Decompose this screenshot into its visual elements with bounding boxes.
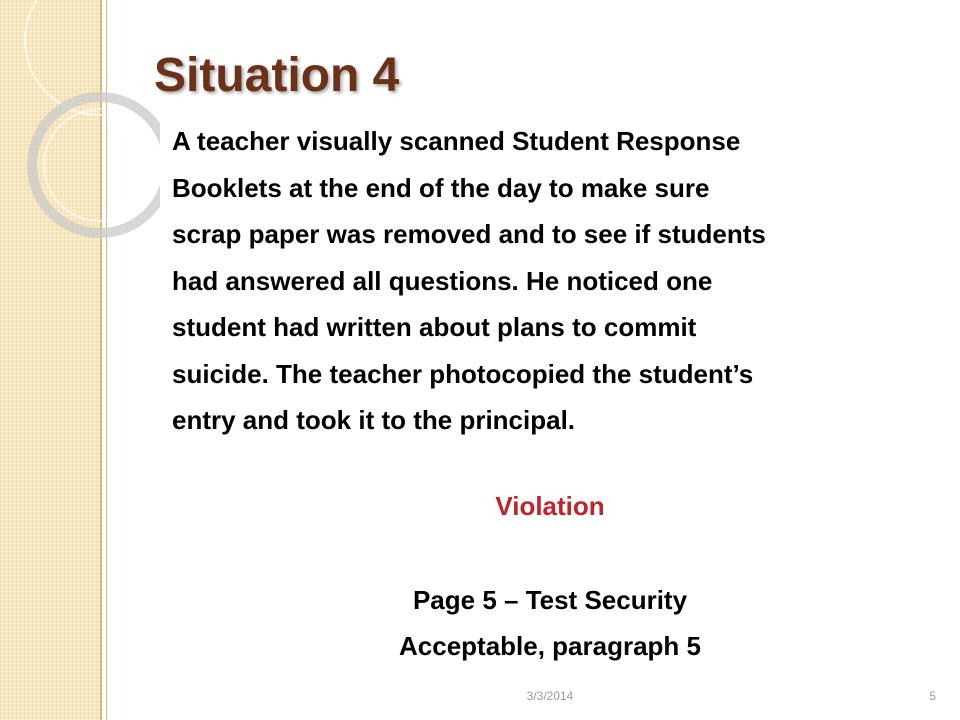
footer-date: 3/3/2014: [526, 689, 574, 703]
scenario-line: entry and took it to the principal.: [172, 405, 576, 435]
scenario-line: Booklets at the end of the day to make sure: [172, 172, 710, 203]
slide-title: Situation 4: [154, 49, 400, 102]
scenario-line: had answered all questions. He noticed one: [172, 265, 713, 296]
scenario-line: suicide. The teacher photocopied the student’s: [172, 358, 754, 389]
reference-page: Page 5 – Test Security: [412, 585, 688, 615]
scenario-line: A teacher visually scanned Student Response: [172, 126, 741, 156]
scenario-text: [172, 118, 932, 444]
reference-paragraph: Acceptable, paragraph 5: [399, 631, 701, 661]
decorative-ring: [32, 97, 160, 233]
verdict-label: Violation: [495, 491, 605, 521]
slide-number: 5: [929, 689, 936, 703]
scenario-line: student had written about plans to commit: [172, 312, 697, 342]
decorative-circle-inner: [44, 109, 156, 221]
scenario-line: scrap paper was removed and to see if students: [172, 219, 766, 249]
decorative-circles: [0, 0, 160, 260]
